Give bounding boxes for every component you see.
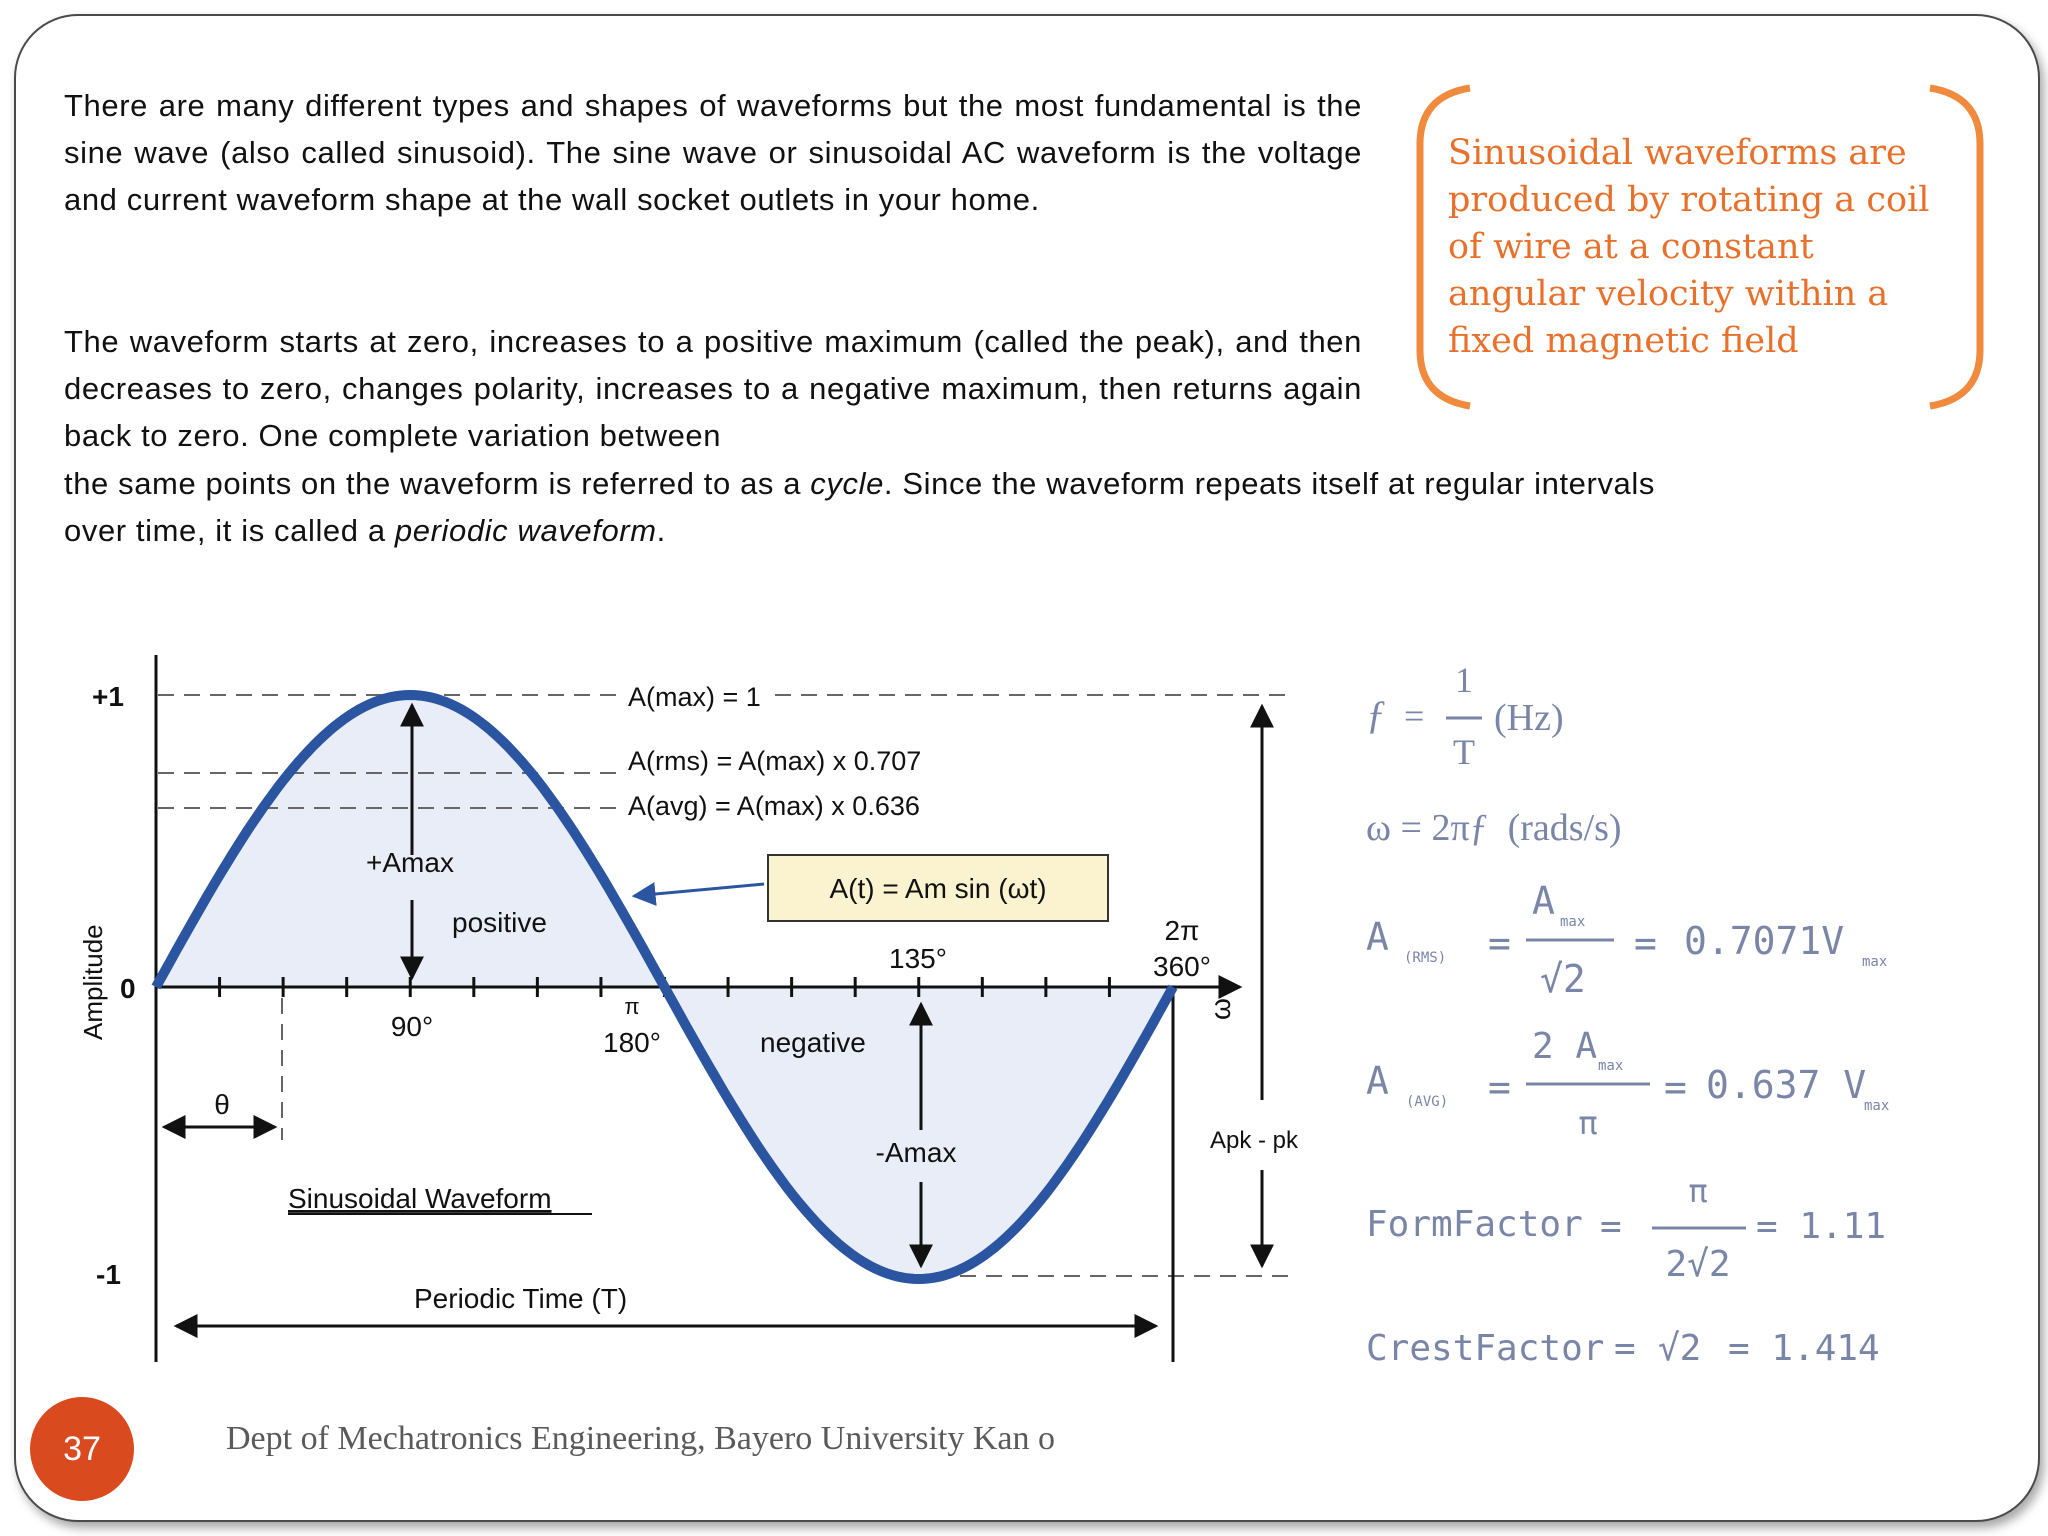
formula-panel xyxy=(1360,650,2020,1380)
ff-result: = 1.11 xyxy=(1756,1206,1887,1247)
rms-equals-2: = xyxy=(1634,921,1657,965)
cf-equals: = xyxy=(1614,1328,1636,1369)
page-number-badge: 37 xyxy=(30,1397,134,1501)
positive-half-fill xyxy=(156,695,665,987)
formula-box-text: A(t) = Am sin (ωt) xyxy=(829,873,1047,904)
rms-result: 0.7071V xyxy=(1684,919,1845,963)
freq-denominator: T xyxy=(1453,732,1475,772)
cf-value: √2 xyxy=(1658,1328,1702,1369)
para2-end: . xyxy=(656,513,666,548)
theta-label: θ xyxy=(214,1089,230,1120)
avg-den: π xyxy=(1578,1104,1598,1142)
x-label-360: 360° xyxy=(1153,951,1211,982)
avg-equals: = xyxy=(1488,1065,1511,1109)
negative-label: negative xyxy=(760,1027,866,1058)
y-tick-minus-one: -1 xyxy=(96,1259,121,1290)
callout-line: angular velocity within a xyxy=(1448,274,1889,314)
rms-num-sub: max xyxy=(1560,914,1586,930)
omega-label: ω xyxy=(1205,998,1236,1020)
formula-pointer-arrow xyxy=(634,884,764,896)
rms-result-sub: max xyxy=(1862,954,1888,970)
aavg-label: A(avg) = A(max) x 0.636 xyxy=(628,791,920,821)
rms-num: A xyxy=(1532,879,1555,923)
callout-line: fixed magnetic field xyxy=(1448,321,1799,361)
avg-equals-2: = xyxy=(1664,1065,1687,1109)
freq-unit: (Hz) xyxy=(1494,697,1564,739)
crest-factor-label: CrestFactor xyxy=(1366,1328,1605,1369)
rms-a: A xyxy=(1366,915,1389,959)
x-label-2pi: 2π xyxy=(1164,915,1200,946)
y-axis-label: Amplitude xyxy=(78,924,108,1040)
cf-result: = 1.414 xyxy=(1728,1328,1880,1369)
callout-line: produced by rotating a coil xyxy=(1448,180,1930,220)
avg-num-sub: max xyxy=(1598,1058,1624,1074)
apkpk-label: Apk - pk xyxy=(1210,1127,1299,1154)
x-label-180: 180° xyxy=(603,1027,661,1058)
y-tick-plus-one: +1 xyxy=(92,681,124,712)
rms-sub: (RMS) xyxy=(1404,950,1447,966)
footer-department: Dept of Mechatronics Engineering, Bayero University Kan o xyxy=(226,1420,1055,1457)
para2-text-b: . Since the waveform repeats itself at regular intervals xyxy=(883,466,1655,501)
waveform-title: Sinusoidal Waveform xyxy=(288,1183,552,1214)
form-factor-label: FormFactor xyxy=(1366,1204,1583,1245)
periodic-waveform-term: periodic waveform xyxy=(394,513,657,548)
para2-text-c: over time, it is called a xyxy=(64,513,395,548)
amax-label: A(max) = 1 xyxy=(628,682,761,712)
avg-result-sub: max xyxy=(1864,1098,1890,1114)
y-tick-zero: 0 xyxy=(120,973,136,1004)
rms-equals: = xyxy=(1488,921,1511,965)
rms-den: √2 xyxy=(1540,957,1586,1001)
omega-formula: ω = 2πƒ (rads/s) xyxy=(1366,807,1622,849)
avg-sub: (AVG) xyxy=(1406,1094,1449,1110)
freq-numerator: 1 xyxy=(1455,660,1473,700)
period-label: Periodic Time (T) xyxy=(414,1283,628,1314)
avg-result: 0.637 V xyxy=(1706,1063,1867,1107)
ff-num: π xyxy=(1688,1172,1708,1210)
freq-equals: = xyxy=(1404,696,1425,736)
arms-label: A(rms) = A(max) x 0.707 xyxy=(628,746,922,776)
freq-lhs: ƒ xyxy=(1366,692,1386,737)
x-label-pi: π xyxy=(624,994,640,1019)
minus-amax-label: -Amax xyxy=(875,1137,957,1168)
cycle-term: cycle xyxy=(810,466,884,501)
callout-line: of wire at a constant xyxy=(1448,227,1814,267)
ff-equals: = xyxy=(1600,1206,1622,1247)
para2-text-a: the same points on the waveform is referred to as a xyxy=(64,466,811,501)
avg-num: 2 A xyxy=(1532,1026,1598,1067)
x-label-135: 135° xyxy=(889,943,947,974)
negative-half-fill xyxy=(665,987,1174,1279)
intro-paragraph-2-part-1: The waveform starts at zero, increases to a positive maximum (called the peak), and then decreases to zero, changes polarity, increases to a negative maximum, then returns again back to zero. One complete variation between xyxy=(64,324,1362,453)
intro-paragraph-1: There are many different types and shapes of waveforms but the most fundamental is the sine wave (also called sinusoid). The sine wave or sinusoidal AC waveform is the voltage and current waveform shape at the wall socket outlets in your home. xyxy=(64,88,1362,217)
x-label-90: 90° xyxy=(390,1011,434,1042)
avg-a: A xyxy=(1366,1059,1389,1103)
positive-label: positive xyxy=(452,907,547,938)
callout-line: Sinusoidal waveforms are xyxy=(1448,133,1907,173)
ff-den: 2√2 xyxy=(1665,1244,1731,1285)
plus-amax-label: +Amax xyxy=(366,847,454,878)
